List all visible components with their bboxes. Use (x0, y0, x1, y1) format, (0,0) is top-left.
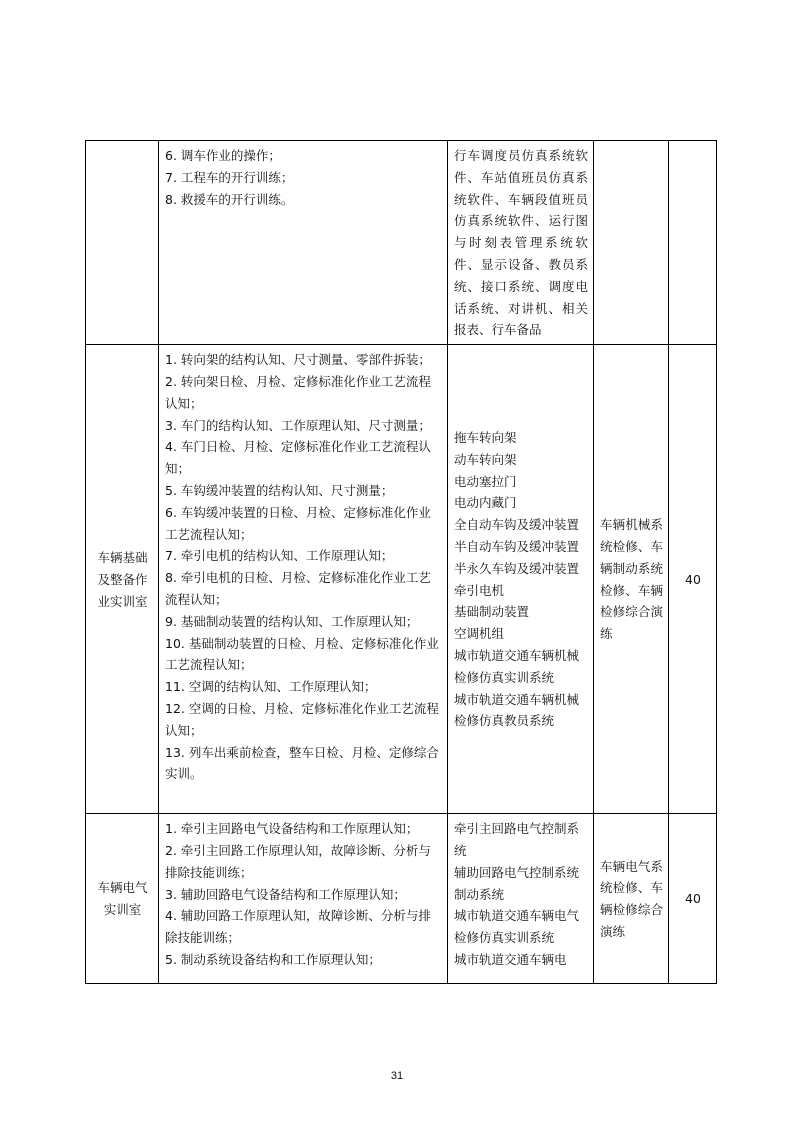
equipment-item: 拖车转向架 (454, 430, 517, 446)
task-item: 10. 基础制动装置的日检、月检、定修标准化作业工艺流程认知； (165, 635, 439, 673)
task-item: 9. 基础制动装置的结构认知、工作原理认知； (165, 613, 419, 629)
equipment-item: 城市轨道交通车辆机械检修仿真教员系统 (454, 691, 580, 729)
task-item: 4. 车门日检、月检、定修标准化作业工艺流程认知； (165, 439, 431, 477)
task-item: 5. 制动系统设备结构和工作原理认知； (165, 951, 381, 967)
projects-text: 车辆机械系统检修、车辆制动系统检修、车辆检修综合演练 (600, 517, 663, 642)
count-cell (669, 141, 717, 345)
room-name-cell (86, 814, 159, 984)
task-item: 13. 列车出乘前检查，整车日检、月检、定修综合实训。 (165, 744, 439, 782)
equipment-item: 制动系统 (454, 886, 505, 902)
equipment-cell (448, 814, 594, 984)
task-item: 7. 工程车的开行训练； (165, 169, 294, 185)
task-item: 5. 车钩缓冲装置的结构认知、尺寸测量； (165, 482, 394, 498)
task-item: 8. 牵引电机的日检、月检、定修标准化作业工艺流程认知； (165, 570, 431, 607)
equipment-cell (448, 141, 594, 345)
training-tasks-cell (159, 345, 448, 814)
equipment-item: 空调机组 (454, 626, 505, 642)
page-number: 31 (390, 1070, 404, 1082)
task-item: 3. 车门的结构认知、工作原理认知、尺寸测量； (165, 417, 431, 433)
equipment-item: 城市轨道交通车辆电 (454, 951, 567, 967)
task-item: 6. 车钩缓冲装置的日检、月检、定修标准化作业工艺流程认知； (165, 504, 431, 542)
room-name: 车辆基础及整备作业实训室 (97, 549, 148, 609)
projects-cell (594, 345, 669, 814)
projects-cell (594, 814, 669, 984)
table-row (86, 814, 717, 984)
task-item: 2. 牵引主回路工作原理认知，故障诊断、分析与排除技能训练； (165, 842, 431, 880)
table-row (86, 345, 717, 814)
room-name: 车辆电气实训室 (97, 880, 148, 918)
training-tasks-cell (159, 141, 448, 345)
equipment-item: 城市轨道交通车辆电气检修仿真实训系统 (454, 908, 580, 946)
task-item: 8. 救援车的开行训练。 (165, 191, 294, 207)
task-item: 7. 牵引电机的结构认知、工作原理认知； (165, 548, 394, 564)
equipment-item: 全自动车钩及缓冲装置 (454, 517, 580, 533)
training-room-table (85, 140, 717, 984)
station-count: 40 (685, 571, 701, 587)
equipment-item: 电动塞拉门 (454, 473, 517, 489)
projects-cell (594, 141, 669, 345)
task-item: 1. 转向架的结构认知、尺寸测量、零部件拆装； (165, 352, 431, 368)
task-item: 6. 调车作业的操作； (165, 148, 281, 163)
equipment-item: 辅助回路电气控制系统 (454, 864, 580, 880)
task-item: 3. 辅助回路电气设备结构和工作原理认知； (165, 886, 406, 902)
count-cell (669, 814, 717, 984)
equipment-item: 牵引电机 (454, 582, 505, 598)
task-item: 1. 牵引主回路电气设备结构和工作原理认知； (165, 821, 419, 837)
equipment-item: 行车调度员仿真系统软件、车站值班员仿真系统软件、车辆段值班员仿真系统软件、运行图与时刻表管理系统软件、显示设备、教员系统、接口系统、调度电话系统、对讲机、相关报表、行车备品 (454, 148, 588, 338)
equipment-cell (448, 345, 594, 814)
task-item: 4. 辅助回路工作原理认知，故障诊断、分析与排除技能训练； (165, 908, 431, 946)
equipment-item: 基础制动装置 (454, 604, 530, 620)
equipment-item: 半自动车钩及缓冲装置 (454, 539, 580, 555)
task-item: 2. 转向架日检、月检、定修标准化作业工艺流程认知； (165, 373, 431, 411)
station-count: 40 (685, 891, 701, 907)
equipment-item: 牵引主回路电气控制系统 (454, 821, 580, 858)
equipment-item: 城市轨道交通车辆机械检修仿真实训系统 (454, 648, 580, 685)
task-item: 12. 空调的日检、月检、定修标准化作业工艺流程认知； (165, 700, 439, 738)
equipment-item: 动车转向架 (454, 451, 517, 467)
equipment-item: 半永久车钩及缓冲装置 (454, 560, 580, 576)
task-item: 11. 空调的结构认知、工作原理认知； (165, 679, 377, 695)
count-cell (669, 345, 717, 814)
equipment-item: 电动内藏门 (454, 495, 517, 511)
room-name-cell (86, 345, 159, 814)
table-row (86, 141, 717, 345)
training-tasks-cell (159, 814, 448, 984)
room-name-cell (86, 141, 159, 345)
projects-text: 车辆电气系统检修、车辆检修综合演练 (600, 858, 663, 939)
